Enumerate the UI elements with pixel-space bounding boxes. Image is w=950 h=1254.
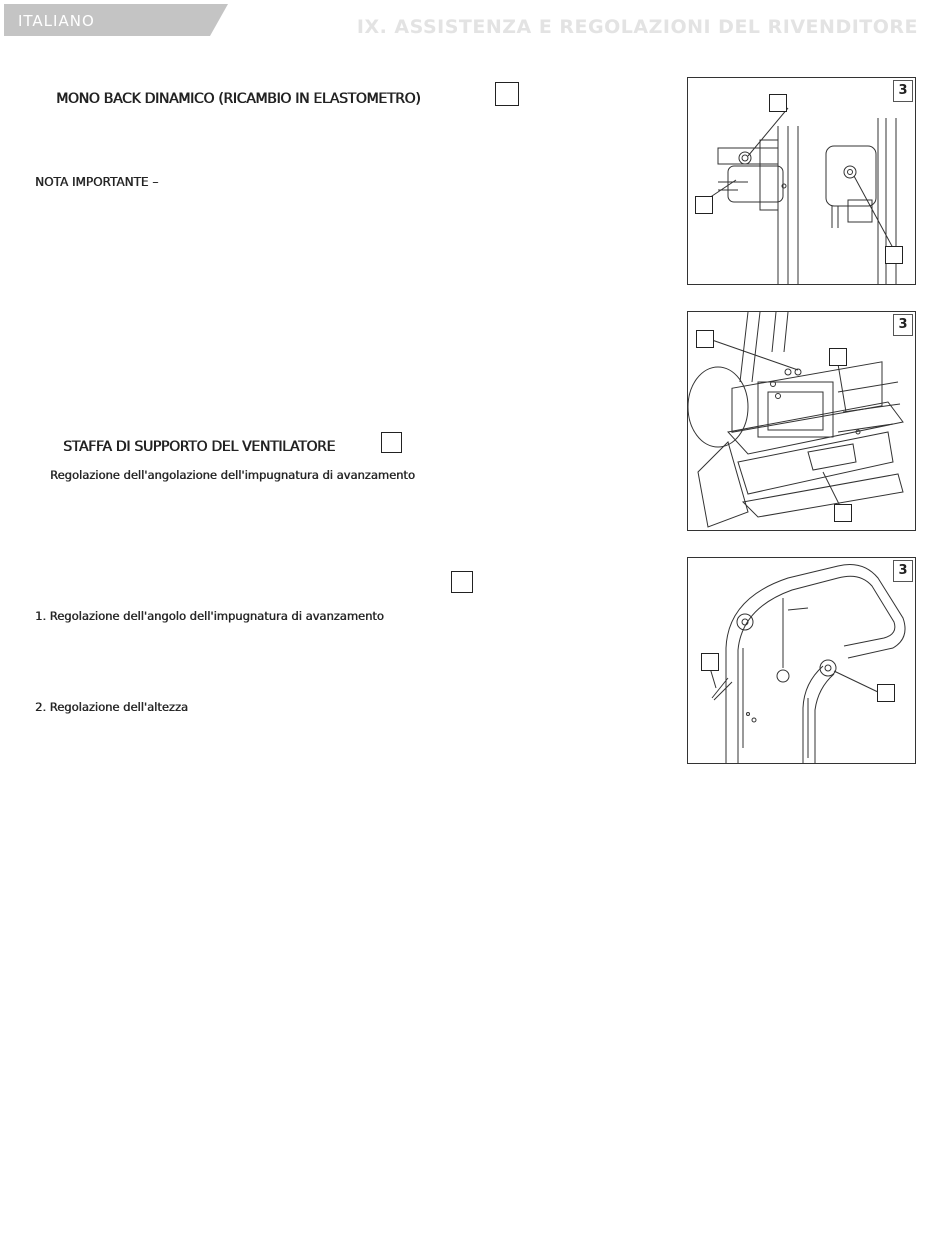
callout-box: [885, 246, 903, 264]
callout-box: [829, 348, 847, 366]
figure-push-handle: [687, 557, 916, 764]
figure-number: 3: [893, 80, 913, 102]
language-label: ITALIANO: [18, 12, 95, 30]
callout-box: [834, 504, 852, 522]
ventilator-subheading: Regolazione dell'angolazione dell'impugnatura di avanzamento: [50, 468, 415, 482]
language-tab: [4, 4, 228, 36]
ventilator-figure-ref-box: [381, 432, 402, 453]
figure-ventilator-bracket: [687, 311, 916, 531]
push-handle-figure-ref-box: [451, 571, 473, 593]
callout-box: [769, 94, 787, 112]
figure-number: 3: [893, 314, 913, 336]
section-title: IX. ASSISTENZA E REGOLAZIONI DEL RIVENDITORE: [356, 16, 918, 38]
ventilator-heading: STAFFA DI SUPPORTO DEL VENTILATORE: [63, 439, 335, 455]
mono-back-heading: MONO BACK DINAMICO (RICAMBIO IN ELASTOMETRO): [56, 91, 421, 107]
callout-box: [696, 330, 714, 348]
push-handle-step-1: 1. Regolazione dell'angolo dell'impugnatura di avanzamento: [35, 609, 384, 623]
important-note-label: NOTA IMPORTANTE –: [35, 175, 159, 189]
mono-back-figure-ref-box: [495, 82, 519, 106]
ventilator-bracket-illustration: [688, 312, 915, 530]
push-handle-step-2: 2. Regolazione dell'altezza: [35, 700, 188, 714]
mono-back-illustration: [688, 78, 915, 284]
callout-box: [877, 684, 895, 702]
callout-box: [701, 653, 719, 671]
push-handle-illustration: [688, 558, 915, 763]
figure-mono-back: [687, 77, 916, 285]
callout-box: [695, 196, 713, 214]
figure-number: 3: [893, 560, 913, 582]
